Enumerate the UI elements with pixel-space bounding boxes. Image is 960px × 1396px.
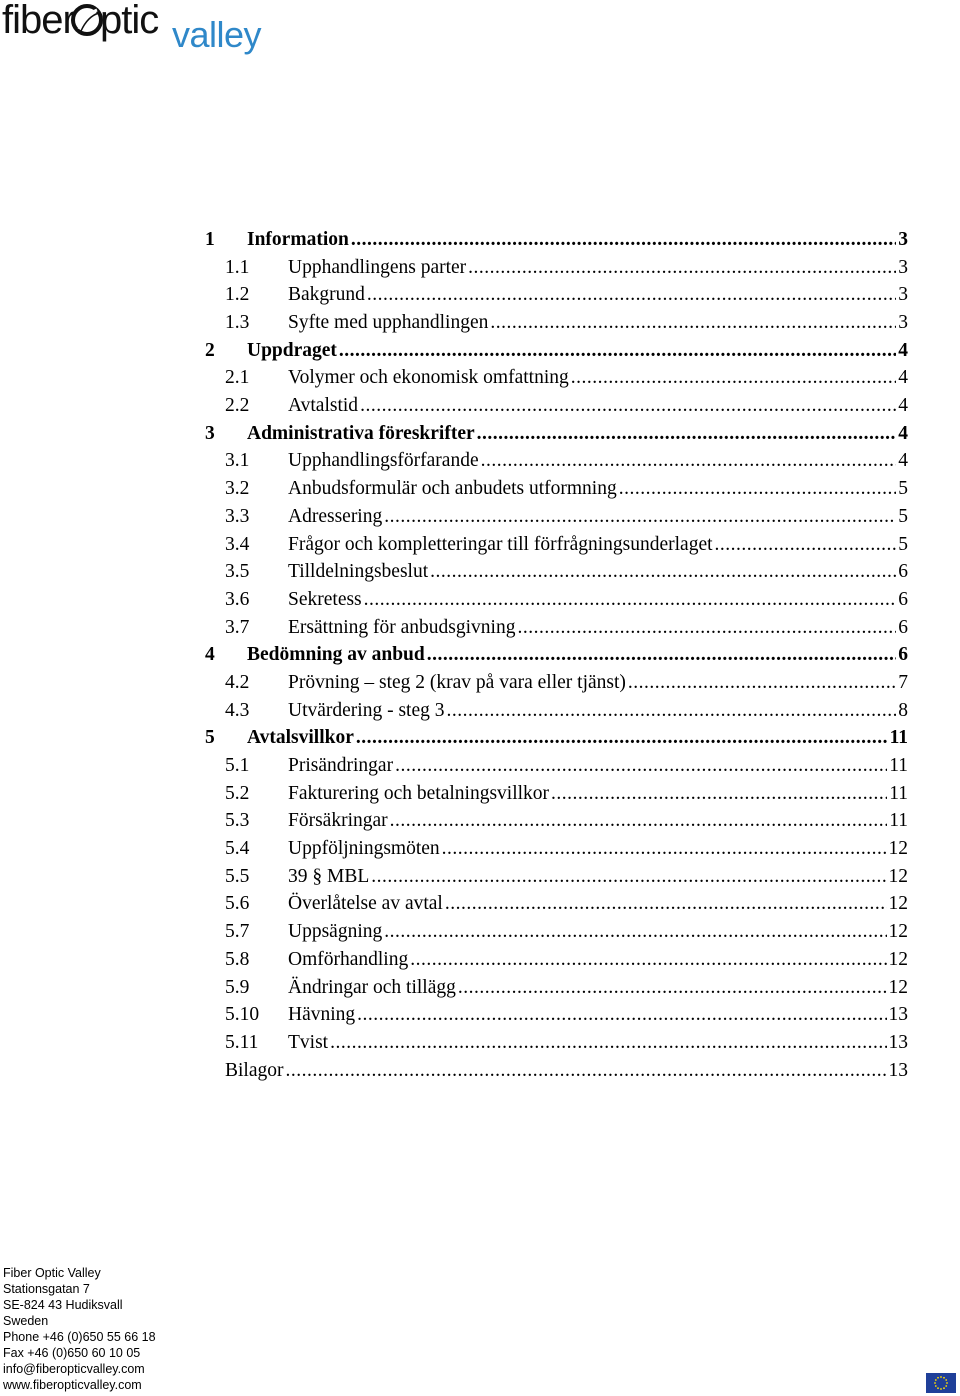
toc-entry-page: 3 bbox=[898, 284, 908, 306]
footer-line: Fiber Optic Valley bbox=[3, 1266, 101, 1280]
toc-entry-number: 3.4 bbox=[225, 533, 250, 555]
toc-dot-leader bbox=[357, 1001, 886, 1029]
toc-entry-title: Frågor och kompletteringar till förfrågningsunderlaget bbox=[288, 533, 713, 555]
toc-entry-number: 3.3 bbox=[225, 505, 250, 527]
toc-entry-number: 1 bbox=[205, 228, 215, 250]
toc-entry-page: 6 bbox=[898, 616, 908, 638]
toc-entry-title: Prövning – steg 2 (krav på vara eller tjänst) bbox=[288, 671, 626, 693]
logo-text-valley: valley bbox=[172, 14, 262, 55]
footer-address bbox=[3, 1265, 156, 1393]
toc-entry[interactable] bbox=[205, 503, 908, 531]
toc-entry[interactable] bbox=[205, 226, 908, 254]
toc-entry-page: 3 bbox=[898, 228, 908, 250]
toc-dot-leader bbox=[442, 835, 887, 863]
toc-entry-title: Anbudsformulär och anbudets utformning bbox=[288, 478, 617, 500]
toc-dot-leader bbox=[390, 807, 888, 835]
toc-entry-title: Försäkringar bbox=[288, 810, 388, 832]
toc-dot-leader bbox=[410, 946, 886, 974]
footer-line: Sweden bbox=[3, 1314, 49, 1328]
toc-entry[interactable] bbox=[205, 586, 908, 614]
toc-entry[interactable] bbox=[205, 309, 908, 337]
toc-entry-number: 3.6 bbox=[225, 588, 250, 610]
toc-entry[interactable] bbox=[205, 724, 908, 752]
toc-entry-page: 8 bbox=[898, 699, 908, 721]
fiber-optic-ring-icon bbox=[70, 3, 104, 37]
toc-entry[interactable] bbox=[205, 448, 908, 476]
toc-entry[interactable] bbox=[205, 531, 908, 559]
toc-dot-leader bbox=[330, 1029, 886, 1057]
toc-entry-title: Prisändringar bbox=[288, 755, 394, 777]
toc-entry[interactable] bbox=[205, 780, 908, 808]
footer-line[interactable]: info@fiberopticvalley.com bbox=[3, 1362, 145, 1376]
toc-entry[interactable] bbox=[205, 918, 908, 946]
toc-entry-title: Information bbox=[247, 228, 349, 250]
toc-entry-title: Avtalstid bbox=[288, 395, 359, 417]
toc-entry-number: 3 bbox=[205, 422, 215, 444]
toc-entry-number: 4.2 bbox=[225, 671, 250, 693]
toc-entry[interactable] bbox=[205, 254, 908, 282]
toc-entry-number: 1.2 bbox=[225, 284, 250, 306]
toc-dot-leader bbox=[367, 281, 896, 309]
toc-dot-leader bbox=[395, 752, 887, 780]
toc-entry-page: 11 bbox=[889, 727, 908, 749]
toc-entry-number: 4.3 bbox=[225, 699, 250, 721]
toc-entry-page: 6 bbox=[898, 561, 908, 583]
toc-entry-page: 11 bbox=[889, 755, 908, 777]
toc-entry-title: Upphandlingens parter bbox=[288, 256, 467, 278]
toc-entry-title: Fakturering och betalningsvillkor bbox=[288, 782, 550, 804]
toc-entry[interactable] bbox=[205, 337, 908, 365]
toc-entry-page: 11 bbox=[889, 810, 908, 832]
footer-line: Stationsgatan 7 bbox=[3, 1282, 90, 1296]
toc-entry-title: Avtalsvillkor bbox=[247, 727, 354, 749]
toc-entry[interactable] bbox=[205, 807, 908, 835]
toc-entry-page: 12 bbox=[888, 893, 908, 915]
toc-entry[interactable] bbox=[205, 420, 908, 448]
toc-entry-number: 2 bbox=[205, 339, 215, 361]
logo-text-ptic: ptic bbox=[100, 0, 159, 42]
toc-entry-title: Bedömning av anbud bbox=[247, 644, 425, 666]
toc-entry-page: 12 bbox=[888, 838, 908, 860]
toc-entry[interactable] bbox=[205, 281, 908, 309]
toc-entry-page: 12 bbox=[888, 976, 908, 998]
toc-entry-page: 4 bbox=[898, 395, 908, 417]
toc-entry-title: Adressering bbox=[288, 505, 383, 527]
toc-entry-title: Omförhandling bbox=[288, 948, 409, 970]
toc-dot-leader bbox=[360, 392, 896, 420]
toc-entry-page: 5 bbox=[898, 533, 908, 555]
toc-dot-leader bbox=[477, 420, 897, 448]
toc-entry[interactable] bbox=[205, 946, 908, 974]
toc-entry-page: 4 bbox=[898, 450, 908, 472]
fiber-optic-valley-logo bbox=[0, 0, 260, 56]
toc-entry[interactable] bbox=[205, 669, 908, 697]
toc-dot-leader bbox=[384, 503, 896, 531]
toc-entry-page: 12 bbox=[888, 865, 908, 887]
toc-entry[interactable] bbox=[205, 974, 908, 1002]
toc-entry-number: 3.5 bbox=[225, 561, 250, 583]
toc-entry[interactable] bbox=[205, 891, 908, 919]
footer-line: SE-824 43 Hudiksvall bbox=[3, 1298, 123, 1312]
toc-entry-number: 1.1 bbox=[225, 256, 250, 278]
toc-entry[interactable] bbox=[205, 1001, 908, 1029]
toc-entry-number: 2.2 bbox=[225, 395, 250, 417]
toc-entry-title: Tvist bbox=[288, 1031, 329, 1053]
eu-flag-icon bbox=[926, 1373, 956, 1393]
logo-text-fiber: fiber bbox=[2, 0, 75, 42]
toc-entry[interactable] bbox=[205, 392, 908, 420]
footer-line: Fax +46 (0)650 60 10 05 bbox=[3, 1346, 141, 1360]
toc-entry-title: Volymer och ekonomisk omfattning bbox=[288, 367, 569, 389]
toc-entry-title: Överlåtelse av avtal bbox=[288, 893, 443, 915]
toc-dot-leader bbox=[517, 614, 896, 642]
toc-entry-title: Upphandlingsförfarande bbox=[288, 450, 479, 472]
toc-dot-leader bbox=[551, 780, 887, 808]
toc-entry-number: 5.1 bbox=[225, 755, 250, 777]
toc-entry-number: 3.7 bbox=[225, 616, 250, 638]
toc-entry[interactable] bbox=[205, 835, 908, 863]
eu-stars bbox=[926, 1373, 956, 1393]
toc-entry-page: 13 bbox=[888, 1031, 908, 1053]
toc-entry-page: 3 bbox=[898, 256, 908, 278]
toc-dot-leader bbox=[356, 724, 888, 752]
toc-entry-page: 12 bbox=[888, 921, 908, 943]
toc-entry-page: 13 bbox=[888, 1004, 908, 1026]
toc-dot-leader bbox=[364, 586, 897, 614]
toc-dot-leader bbox=[481, 447, 897, 475]
toc-dot-leader bbox=[445, 890, 887, 918]
toc-entry-title: Administrativa föreskrifter bbox=[247, 422, 475, 444]
toc-entry[interactable] bbox=[205, 697, 908, 725]
toc-entry-title: Utvärdering - steg 3 bbox=[288, 699, 445, 721]
toc-dot-leader bbox=[447, 697, 897, 725]
table-of-contents bbox=[205, 226, 908, 1084]
toc-entry-number: 2.1 bbox=[225, 367, 250, 389]
toc-entry-title: Tilldelningsbeslut bbox=[288, 561, 429, 583]
toc-entry[interactable] bbox=[205, 558, 908, 586]
toc-entry-page: 6 bbox=[898, 644, 908, 666]
toc-entry-title: Ersättning för anbudsgivning bbox=[288, 616, 516, 638]
toc-dot-leader bbox=[371, 863, 886, 891]
toc-entry-page: 5 bbox=[898, 478, 908, 500]
toc-entry-number: 1.3 bbox=[225, 312, 250, 334]
toc-entry-page: 3 bbox=[898, 312, 908, 334]
toc-entry[interactable] bbox=[205, 1029, 908, 1057]
toc-entry[interactable] bbox=[205, 1057, 908, 1085]
toc-dot-leader bbox=[571, 364, 897, 392]
toc-entry[interactable] bbox=[205, 641, 908, 669]
toc-entry-title: Hävning bbox=[288, 1004, 356, 1026]
toc-entry-page: 4 bbox=[898, 422, 908, 444]
toc-entry-title: Syfte med upphandlingen bbox=[288, 312, 489, 334]
toc-entry[interactable] bbox=[205, 752, 908, 780]
toc-entry-number: 3.2 bbox=[225, 478, 250, 500]
toc-entry[interactable] bbox=[205, 863, 908, 891]
toc-entry-title: Sekretess bbox=[288, 588, 362, 610]
toc-dot-leader bbox=[458, 974, 887, 1002]
toc-entry-page: 5 bbox=[898, 505, 908, 527]
toc-entry-number: 5.9 bbox=[225, 976, 250, 998]
toc-dot-leader bbox=[468, 254, 896, 282]
footer-line: Phone +46 (0)650 55 66 18 bbox=[3, 1330, 156, 1344]
toc-dot-leader bbox=[339, 337, 896, 365]
toc-entry-title: Ändringar och tillägg bbox=[288, 976, 456, 998]
toc-entry-number: 5.7 bbox=[225, 921, 250, 943]
toc-entry-page: 4 bbox=[898, 339, 908, 361]
toc-dot-leader bbox=[430, 558, 896, 586]
toc-dot-leader bbox=[619, 475, 897, 503]
footer-line[interactable]: www.fiberopticvalley.com bbox=[3, 1378, 142, 1392]
toc-dot-leader bbox=[628, 669, 896, 697]
toc-entry[interactable] bbox=[205, 475, 908, 503]
toc-entry-number: 5.5 bbox=[225, 865, 250, 887]
toc-entry-number: 5.4 bbox=[225, 838, 250, 860]
toc-entry-number: 3.1 bbox=[225, 450, 250, 472]
toc-dot-leader bbox=[427, 641, 897, 669]
toc-entry-page: 13 bbox=[888, 1059, 908, 1081]
toc-dot-leader bbox=[286, 1057, 887, 1085]
toc-entry-title: Bakgrund bbox=[288, 284, 365, 306]
toc-entry-number: 5.6 bbox=[225, 893, 250, 915]
toc-entry-page: 12 bbox=[888, 948, 908, 970]
toc-entry-page: 6 bbox=[898, 588, 908, 610]
toc-entry-page: 4 bbox=[898, 367, 908, 389]
toc-dot-leader bbox=[715, 531, 897, 559]
toc-entry-number: 4 bbox=[205, 644, 215, 666]
toc-entry-page: 7 bbox=[898, 671, 908, 693]
toc-entry-number: 5.8 bbox=[225, 948, 250, 970]
toc-dot-leader bbox=[351, 226, 896, 254]
toc-entry-number: 5.11 bbox=[225, 1031, 259, 1053]
toc-entry[interactable] bbox=[205, 614, 908, 642]
toc-entry-title: Uppsägning bbox=[288, 921, 383, 943]
toc-entry-number: 5.3 bbox=[225, 810, 250, 832]
toc-entry-title: Uppdraget bbox=[247, 339, 337, 361]
toc-dot-leader bbox=[384, 918, 886, 946]
toc-entry-number: 5 bbox=[205, 727, 215, 749]
toc-entry-number: 5.10 bbox=[225, 1004, 260, 1026]
toc-entry[interactable] bbox=[205, 364, 908, 392]
toc-entry-page: 11 bbox=[889, 782, 908, 804]
toc-dot-leader bbox=[490, 309, 896, 337]
toc-entry-title: Uppföljningsmöten bbox=[288, 838, 440, 860]
toc-entry-title: Bilagor bbox=[225, 1059, 284, 1081]
toc-entry-number: 5.2 bbox=[225, 782, 250, 804]
toc-entry-title: 39 § MBL bbox=[288, 865, 370, 887]
